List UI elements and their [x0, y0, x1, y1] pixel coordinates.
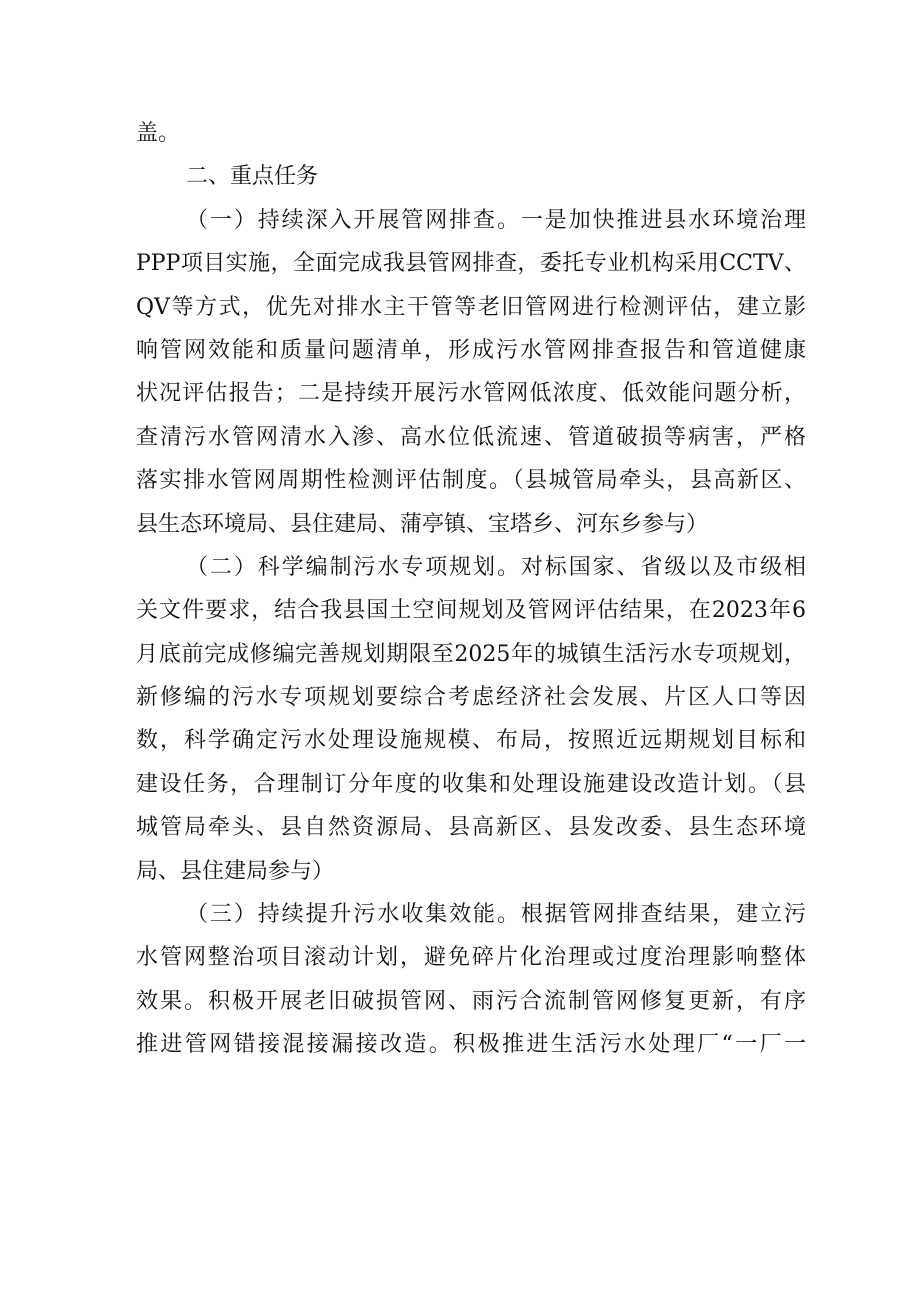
paragraph-line: （二）科学编制污水专项规划。对标国家、省级以及市级相 — [186, 554, 806, 580]
paragraph-line: 落实排水管网周期性检测评估制度。（县城管局牵头，县高新区、 — [136, 468, 806, 494]
paragraph-line: 状况评估报告；二是持续开展污水管网低浓度、低效能问题分析， — [136, 381, 806, 407]
paragraph-line: 月底前完成修编完善规划期限至2025年的城镇生活污水专项规划， — [136, 641, 806, 667]
paragraph-line: 效果。积极开展老旧破损管网、雨污合流制管网修复更新，有序 — [136, 988, 806, 1014]
paragraph-line: （三）持续提升污水收集效能。根据管网排查结果，建立污 — [186, 902, 806, 928]
paragraph-line: （一）持续深入开展管网排查。一是加快推进县水环境治理 — [186, 207, 806, 233]
paragraph-line: 新修编的污水专项规划要综合考虑经济社会发展、片区人口等因 — [136, 685, 806, 711]
paragraph-line: QV等方式，优先对排水主干管等老旧管网进行检测评估，建立影 — [136, 294, 806, 320]
paragraph-line: 水管网整治项目滚动计划，避免碎片化治理或过度治理影响整体 — [136, 945, 806, 971]
paragraph-line: 城管局牵头、县自然资源局、县高新区、县发改委、县生态环境 — [136, 815, 806, 841]
paragraph-line: 局、县住建局参与） — [136, 858, 335, 884]
document-body — [136, 112, 806, 1067]
paragraph-line: PPP项目实施，全面完成我县管网排查，委托专业机构采用CCTV、 — [136, 251, 806, 277]
paragraph-line: 查清污水管网清水入渗、高水位低流速、管道破损等病害，严格 — [136, 424, 806, 450]
paragraph-line: 推进管网错接混接漏接改造。积极推进生活污水处理厂“一厂一 — [136, 1032, 806, 1058]
section-heading: 二、重点任务 — [186, 164, 319, 190]
paragraph-line: 关文件要求，结合我县国土空间规划及管网评估结果，在2023年6 — [136, 598, 806, 624]
paragraph-line: 数，科学确定污水处理设施规模、布局，按照近远期规划目标和 — [136, 728, 806, 754]
paragraph-line: 建设任务，合理制订分年度的收集和处理设施建设改造计划。（县 — [136, 771, 806, 797]
paragraph-line: 响管网效能和质量问题清单，形成污水管网排查报告和管道健康 — [136, 337, 806, 363]
paragraph-line: 盖。 — [136, 121, 181, 146]
paragraph-line: 县生态环境局、县住建局、蒲亭镇、宝塔乡、河东乡参与） — [136, 511, 709, 537]
